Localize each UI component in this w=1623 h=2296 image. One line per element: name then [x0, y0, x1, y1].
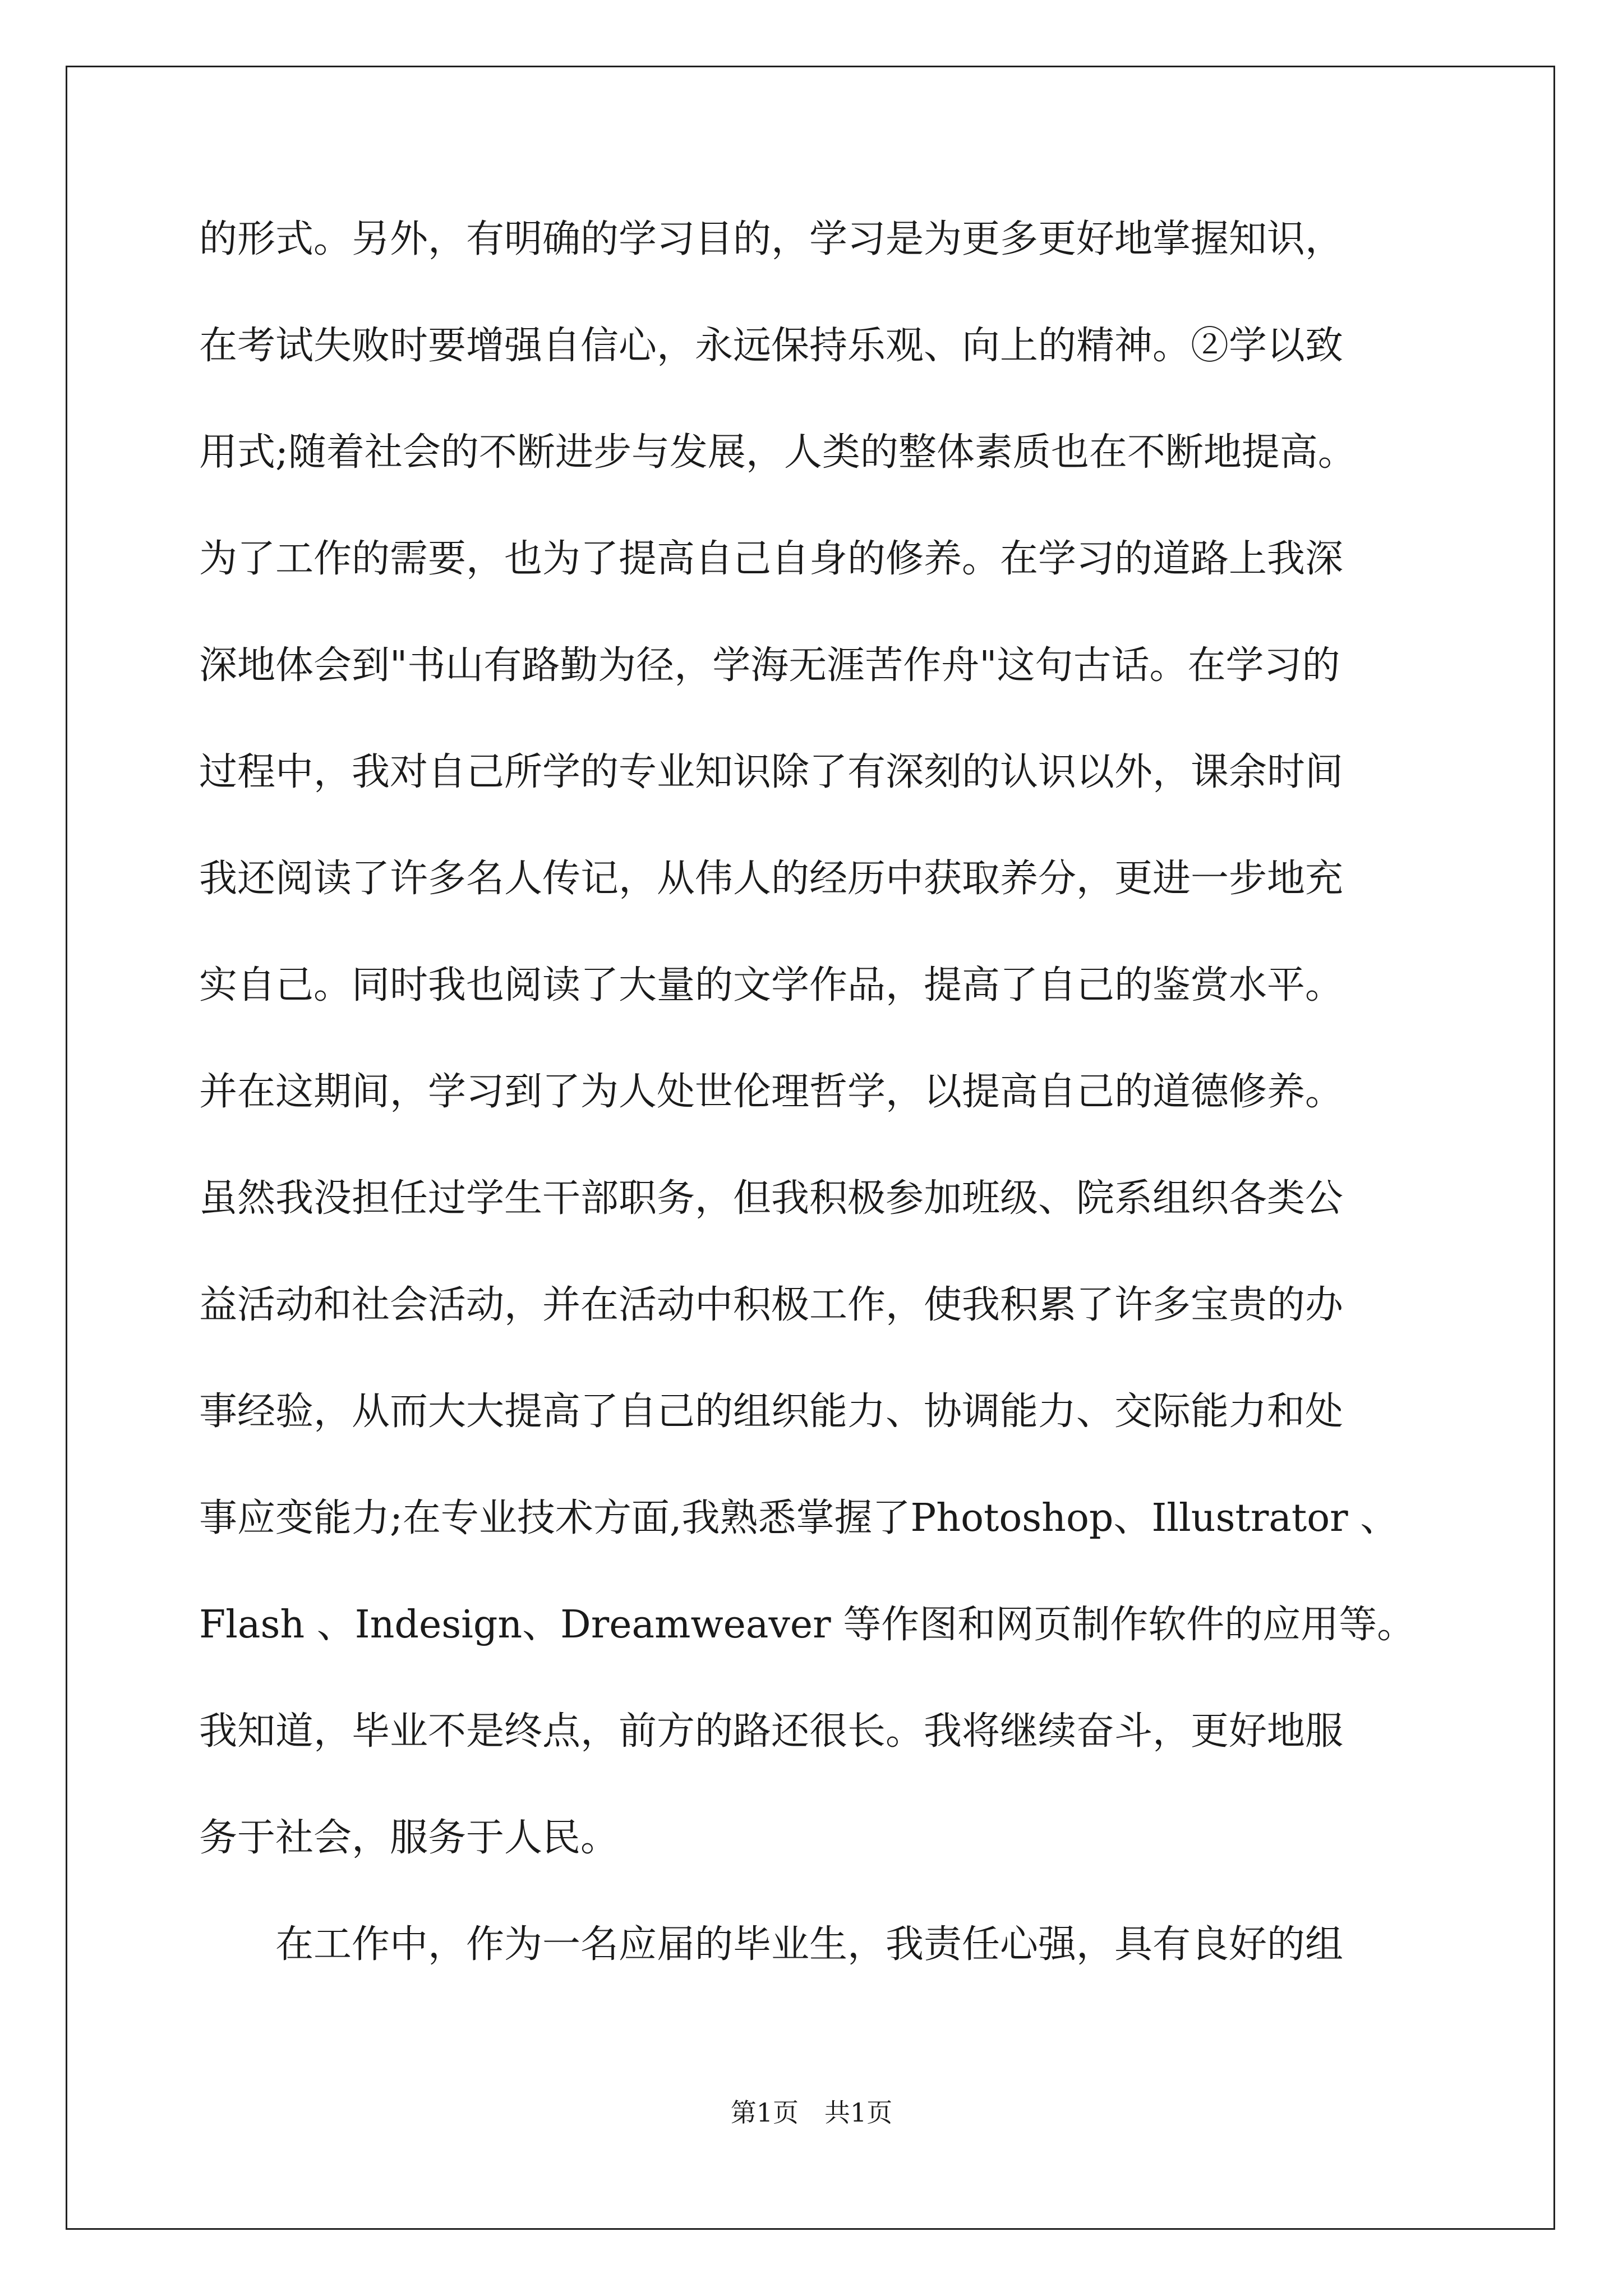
text-line: 虽然我没担任过学生干部职务，但我积极参加班级、院系组织各类公: [199, 1176, 1344, 1221]
page-number: 第1页 共1页: [730, 2097, 893, 2128]
text-line: 在考试失败时要增强自信心，永远保持乐观、向上的精神。②学以致: [199, 324, 1344, 368]
text-line: 务于社会，服务于人民。: [199, 1816, 619, 1860]
text-line: 用式;随着社会的不断进步与发展，人类的整体素质也在不断地提高。: [199, 430, 1356, 475]
page-footer: [0, 2092, 1623, 2129]
text-line: 并在这期间，学习到了为人处世伦理哲学，以提高自己的道德修养。: [199, 1070, 1344, 1114]
text-line: 我知道，毕业不是终点，前方的路还很长。我将继续奋斗，更好地服: [199, 1709, 1344, 1754]
text-line: 为了工作的需要，也为了提高自己自身的修养。在学习的道路上我深: [199, 537, 1344, 581]
text-line: 我还阅读了许多名人传记，从伟人的经历中获取养分，更进一步地充: [199, 857, 1344, 901]
text-line: 的形式。另外，有明确的学习目的，学习是为更多更好地掌握知识，: [199, 217, 1344, 261]
text-line: 深地体会到"书山有路勤为径，学海无涯苦作舟"这句古话。在学习的: [199, 643, 1340, 688]
text-line: 事应变能力;在专业技术方面,我熟悉掌握了Photoshop、Illustrator 、: [199, 1496, 1399, 1540]
text-line: 事经验，从而大大提高了自己的组织能力、协调能力、交际能力和处: [199, 1389, 1344, 1434]
paragraph-start-line: 在工作中，作为一名应届的毕业生，我责任心强，具有良好的组: [275, 1922, 1344, 1967]
text-line: 益活动和社会活动，并在活动中积极工作，使我积累了许多宝贵的办: [199, 1283, 1344, 1327]
text-line: 过程中，我对自己所学的专业知识除了有深刻的认识以外，课余时间: [199, 750, 1344, 794]
document-body: [199, 217, 1467, 2032]
text-line: Flash 、Indesign、Dreamweaver 等作图和网页制作软件的应用等。: [199, 1603, 1415, 1647]
text-line: 实自己。同时我也阅读了大量的文学作品，提高了自己的鉴赏水平。: [199, 963, 1344, 1007]
